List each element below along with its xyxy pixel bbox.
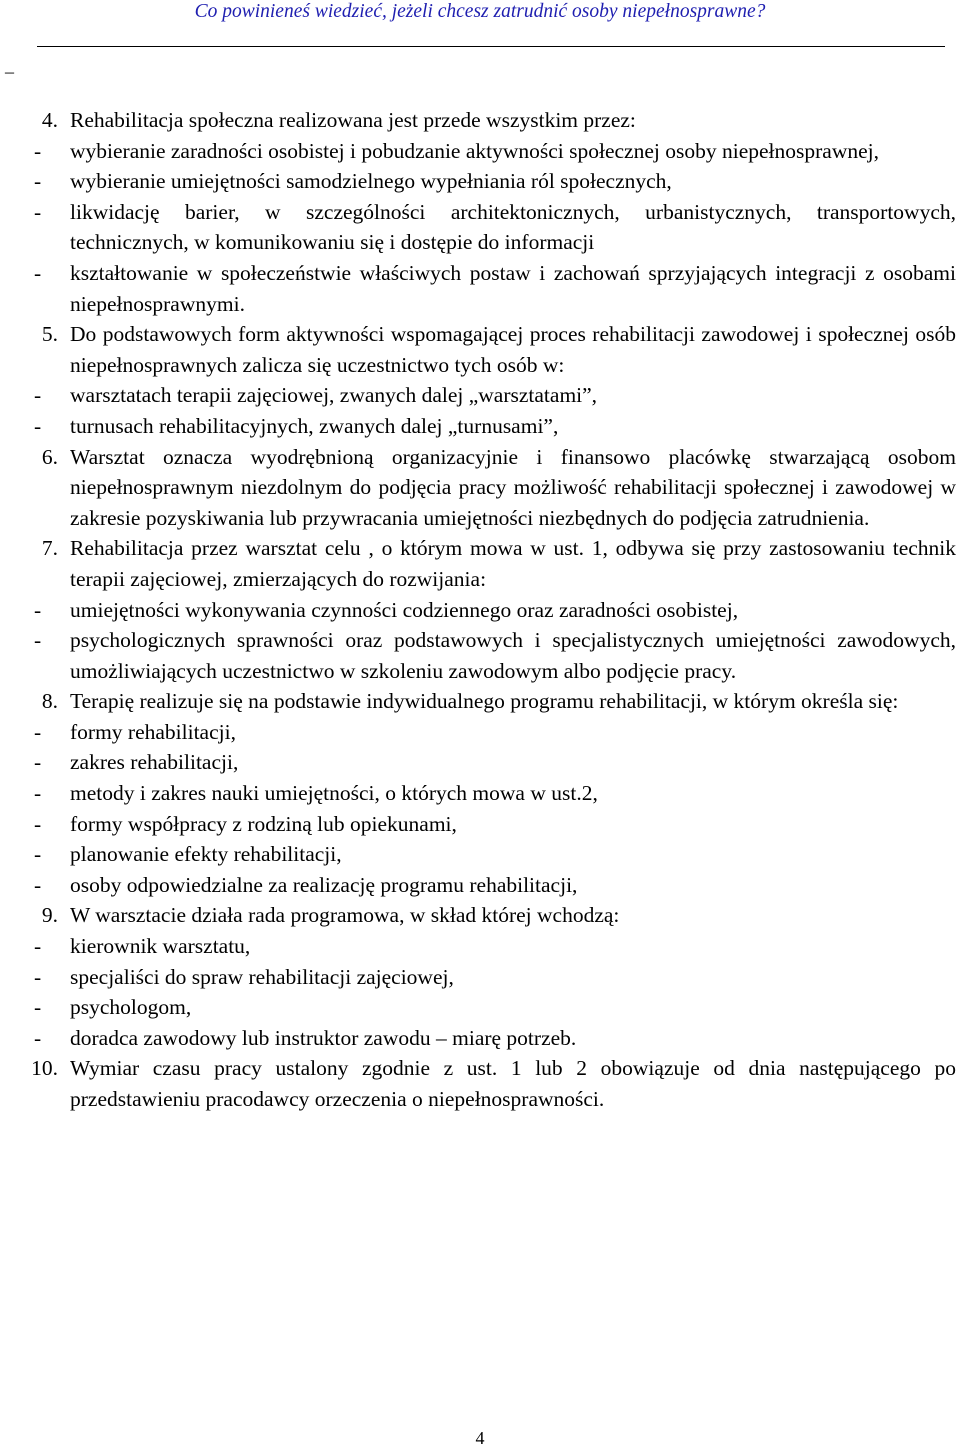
list-item-text: psychologom, [70, 995, 192, 1020]
list-dash: - [34, 628, 42, 653]
list-item [30, 931, 956, 962]
list-item [30, 136, 956, 167]
list-item [30, 595, 956, 626]
list-item-text: warsztatach terapii zajęciowej, zwanych dalej „warsztatami”, [70, 383, 598, 408]
list-dash: - [34, 413, 42, 438]
list-item [30, 717, 956, 748]
section-number: 9. [41, 903, 58, 928]
list-item-text: specjaliści do spraw rehabilitacji zajęciowej, [70, 964, 454, 989]
list-dash: - [34, 934, 42, 959]
list-item-text: osoby odpowiedzialne za realizację programu rehabilitacji, [70, 872, 578, 897]
list-dash: - [34, 811, 42, 836]
list-item [30, 625, 956, 686]
section-7 [30, 533, 956, 594]
list-dash: - [34, 964, 42, 989]
section-number: 7. [41, 536, 58, 561]
list-dash: - [34, 138, 42, 163]
list-item [30, 258, 956, 319]
list-item-text: formy współpracy z rodziną lub opiekunami, [70, 811, 457, 836]
list-item [30, 839, 956, 870]
list-dash: - [34, 750, 42, 775]
list-item-text: planowanie efekty rehabilitacji, [70, 842, 342, 867]
list-dash: - [34, 169, 42, 194]
list-item [30, 992, 956, 1023]
list-item [30, 380, 956, 411]
list-item-text: turnusach rehabilitacyjnych, zwanych dalej „turnusami”, [70, 413, 559, 438]
list-item-text: kierownik warsztatu, [70, 934, 251, 959]
section-number: 4. [41, 108, 58, 132]
list-item [30, 870, 956, 901]
section-number: 6. [41, 444, 58, 469]
list-dash: - [34, 199, 42, 224]
list-item [30, 197, 956, 258]
list-item-text: metody i zakres nauki umiejętności, o których mowa w ust.2, [70, 781, 598, 806]
list-dash: - [34, 597, 42, 622]
list-item [30, 166, 956, 197]
section-5 [30, 319, 956, 380]
page-number: 4 [475, 1428, 485, 1448]
list-item-text: likwidację barier, w szczególności architektonicznych, urbanistycznych, transportowych, technicznych, w komunikowaniu się i dostępie do informacji [70, 199, 956, 255]
list-item-text: zakres rehabilitacji, [70, 750, 239, 775]
list-dash: - [34, 842, 42, 867]
section-text: Rehabilitacja przez warsztat celu , o którym mowa w ust. 1, odbywa się przy zastosowaniu technik terapii zajęciowej, zmierzających do rozwijania: [70, 536, 956, 591]
list-item-text: doradca zawodowy lub instruktor zawodu – miarę potrzeb. [70, 1025, 577, 1050]
list-dash: - [34, 872, 42, 897]
list-dash: - [34, 781, 42, 806]
list-item [30, 1023, 956, 1054]
list-item-text: formy rehabilitacji, [70, 719, 236, 744]
section-10 [16, 1053, 956, 1114]
list-dash: - [34, 260, 42, 285]
list-item [30, 962, 956, 993]
list-dash: - [34, 719, 42, 744]
section-number: 5. [41, 322, 58, 347]
list-item-text: kształtowanie w społeczeństwie właściwych postaw i zachowań sprzyjających integracji z osobami niepełnosprawnymi. [70, 260, 956, 316]
section-text: Rehabilitacja społeczna realizowana jest przede wszystkim przez: [70, 108, 636, 132]
document-body [30, 105, 956, 1115]
header-mark: _ [5, 55, 14, 75]
section-text: Warsztat oznacza wyodrębnioną organizacyjnie i finansowo placówkę stwarzającą osobom niepełnosprawnym niezdolnym do podjęcia pracy możliwość rehabilitacji społecznej i zawodowej w zakresie pozyskiwania lub przywracania umiejętności niezbędnych do podjęcia zatrudnienia. [70, 444, 956, 530]
section-text: Terapię realizuje się na podstawie indywidualnego programu rehabilitacji, w którym określa się: [70, 689, 899, 714]
list-item [30, 411, 956, 442]
section-8 [30, 686, 956, 717]
section-text: Wymiar czasu pracy ustalony zgodnie z ust. 1 lub 2 obowiązuje od dnia następującego po przedstawieniu pracodawcy orzeczenia o niepełnosprawności. [70, 1056, 956, 1111]
list-item [30, 778, 956, 809]
section-4 [30, 105, 956, 136]
list-dash: - [34, 383, 42, 408]
list-dash: - [34, 995, 42, 1020]
list-item [30, 809, 956, 840]
section-number: 8. [41, 689, 58, 714]
list-item-text: umiejętności wykonywania czynności codziennego oraz zaradności osobistej, [70, 597, 739, 622]
section-text: W warsztacie działa rada programowa, w skład której wchodzą: [70, 903, 620, 928]
list-item-text: wybieranie zaradności osobistej i pobudzanie aktywności społecznej osoby niepełnosprawnej, [70, 138, 880, 163]
header-rule [37, 46, 945, 47]
section-6 [30, 442, 956, 534]
list-item [30, 747, 956, 778]
list-dash: - [34, 1025, 42, 1050]
section-text: Do podstawowych form aktywności wspomagającej proces rehabilitacji zawodowej i społecznej osób niepełnosprawnych zalicza się uczestnictwo tych osób w: [70, 322, 956, 377]
list-item-text: psychologicznych sprawności oraz podstawowych i specjalistycznych umiejętności zawodowych, umożliwiających uczestnictwo w szkoleniu zawodowym albo podjęcie pracy. [70, 628, 956, 683]
section-number: 10. [31, 1056, 58, 1081]
list-item-text: wybieranie umiejętności samodzielnego wypełniania ról społecznych, [70, 169, 672, 194]
running-header: Co powinieneś wiedzieć, jeżeli chcesz zatrudnić osoby niepełnosprawne? [194, 1, 766, 22]
section-9 [30, 900, 956, 931]
